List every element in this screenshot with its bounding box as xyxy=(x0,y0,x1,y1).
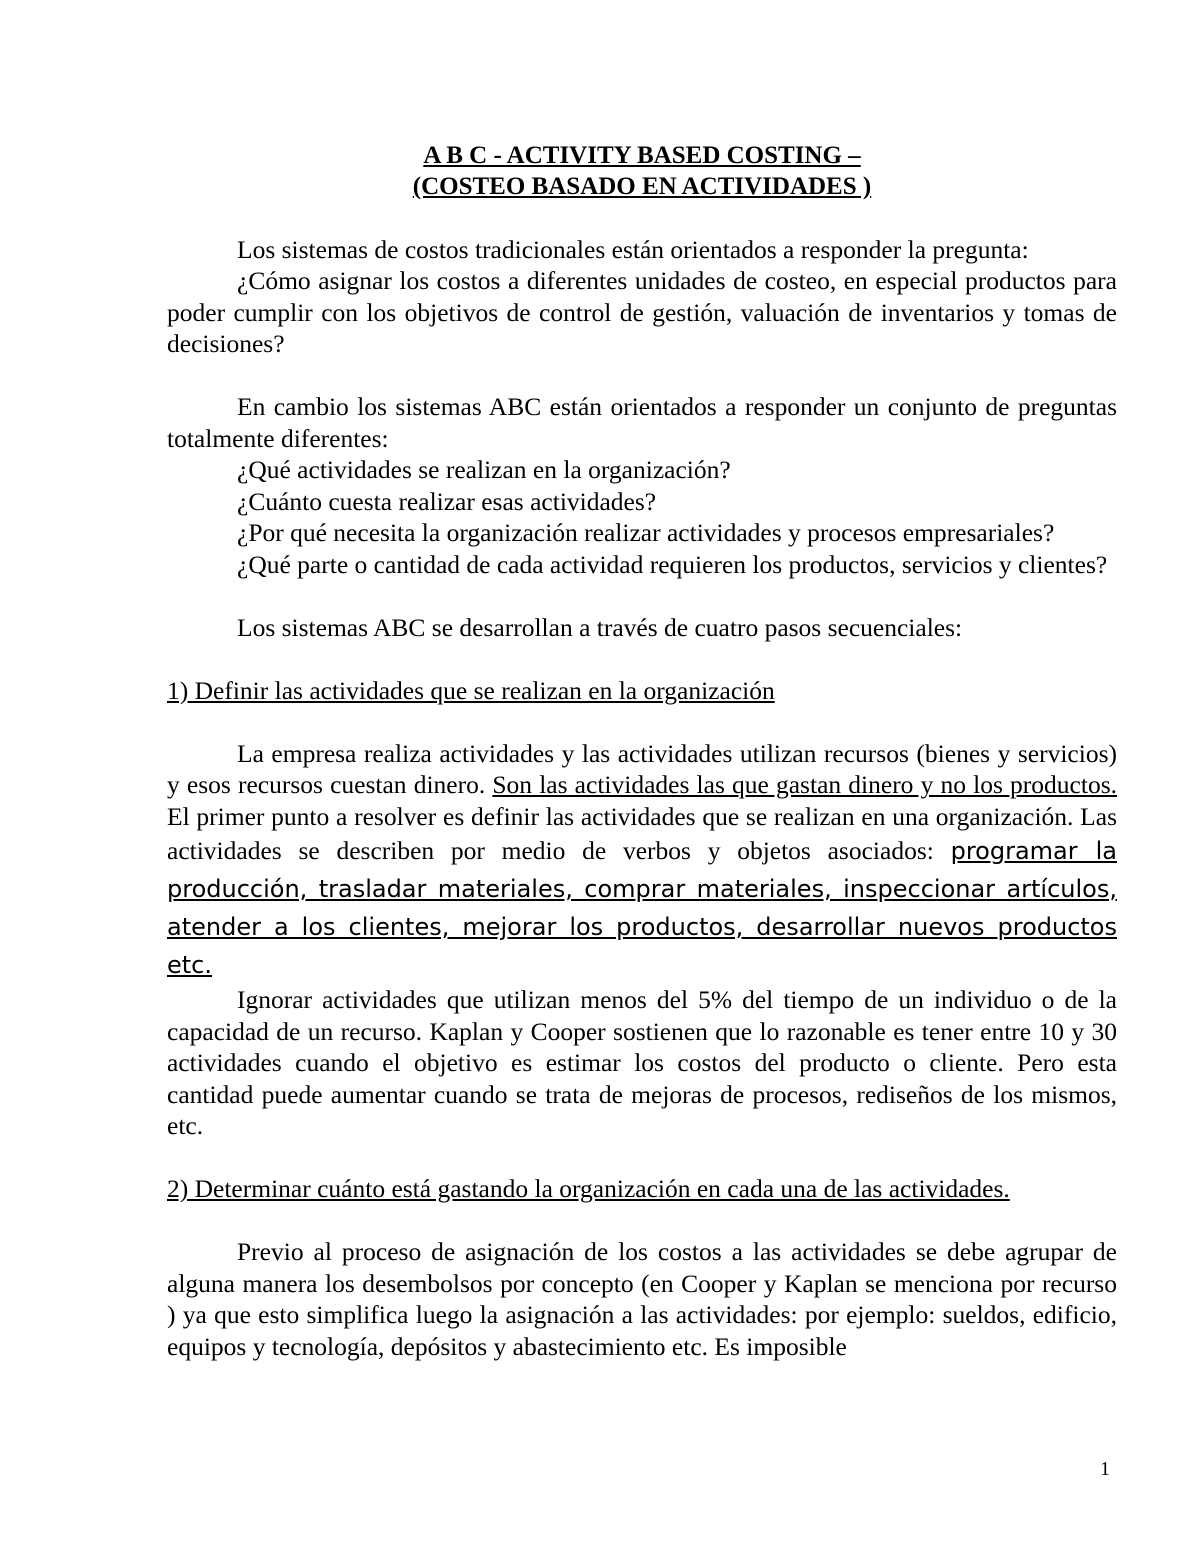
question-4: ¿Qué parte o cantidad de cada actividad requieren los productos, servicios y clientes? xyxy=(237,549,1108,579)
section-1-paragraph-1 xyxy=(167,738,1117,985)
section-1-text-a: La empresa realiza actividades y las actividades utilizan recursos (bienes y servicios) y esos recursos cuestan dinero. xyxy=(167,738,1117,799)
intro-question: ¿Cómo asignar los costos a diferentes unidades de costeo, en especial productos para poder cumplir con los objetivos de control de gestión, valuación de inventarios y tomas de decisiones? xyxy=(167,266,1117,358)
page-number: 1 xyxy=(1100,1458,1110,1480)
spacer xyxy=(167,706,1117,738)
section-1-text-b: El primer punto a resolver es definir las actividades que se realizan en una organización. Las actividades se describen por medio de verbos y objetos asociados: xyxy=(167,801,1117,865)
question-2: ¿Cuánto cuesta realizar esas actividades? xyxy=(237,486,657,516)
section-1-activity-examples: programar la producción, trasladar materiales, comprar materiales, inspeccionar artículos, atender a los clientes, mejorar los productos, desarrollar nuevos productos etc. xyxy=(167,837,1117,979)
section-2-heading: 2) Determinar cuánto está gastando la organización en cada una de las actividades. xyxy=(167,1174,1010,1203)
spacer xyxy=(167,1142,1117,1174)
document-title-line-1: A B C - ACTIVITY BASED COSTING – xyxy=(423,142,861,169)
document-title-line-2: (COSTEO BASADO EN ACTIVIDADES ) xyxy=(412,173,872,200)
section-1-paragraph-2: Ignorar actividades que utilizan menos del 5% del tiempo de un individuo o de la capacidad de un recurso. Kaplan y Cooper sostienen que lo razonable es tener entre 10 y 30 actividades cuando el objetivo es estimar los costos del producto o cliente. Pero esta cantidad puede aumentar cuando se trata de mejoras de procesos, rediseños de los mismos, etc. xyxy=(167,985,1117,1140)
spacer xyxy=(167,360,1117,392)
question-3: ¿Por qué necesita la organización realizar actividades y procesos empresariales? xyxy=(237,518,1055,547)
spacer xyxy=(167,1205,1117,1237)
intro-paragraph-2: En cambio los sistemas ABC están orientados a responder un conjunto de preguntas totalmente diferentes: xyxy=(167,392,1117,453)
spacer xyxy=(167,643,1117,675)
intro-paragraph-1: Los sistemas de costos tradicionales están orientados a responder la pregunta: xyxy=(237,234,1029,264)
intro-paragraph-3: Los sistemas ABC se desarrollan a través de cuatro pasos secuenciales: xyxy=(237,612,963,642)
spacer xyxy=(167,580,1117,612)
section-2-paragraph-1: Previo al proceso de asignación de los costos a las actividades se debe agrupar de alguna manera los desembolsos por concepto (en Cooper y Kaplan se menciona por recurso ) ya que esto simplifica luego la asignación a las actividades: por ejemplo: sueldos, edificio, equipos y tecnología, depósitos y abastecimiento etc. Es imposible xyxy=(167,1237,1117,1361)
section-1-heading: 1) Definir las actividades que se realizan en la organización xyxy=(167,675,775,705)
document-page xyxy=(167,140,1117,1362)
spacer xyxy=(167,202,1117,234)
question-1: ¿Qué actividades se realizan en la organización? xyxy=(237,455,731,484)
section-1-underlined-statement: Son las actividades las que gastan dinero y no los productos. xyxy=(492,770,1117,799)
